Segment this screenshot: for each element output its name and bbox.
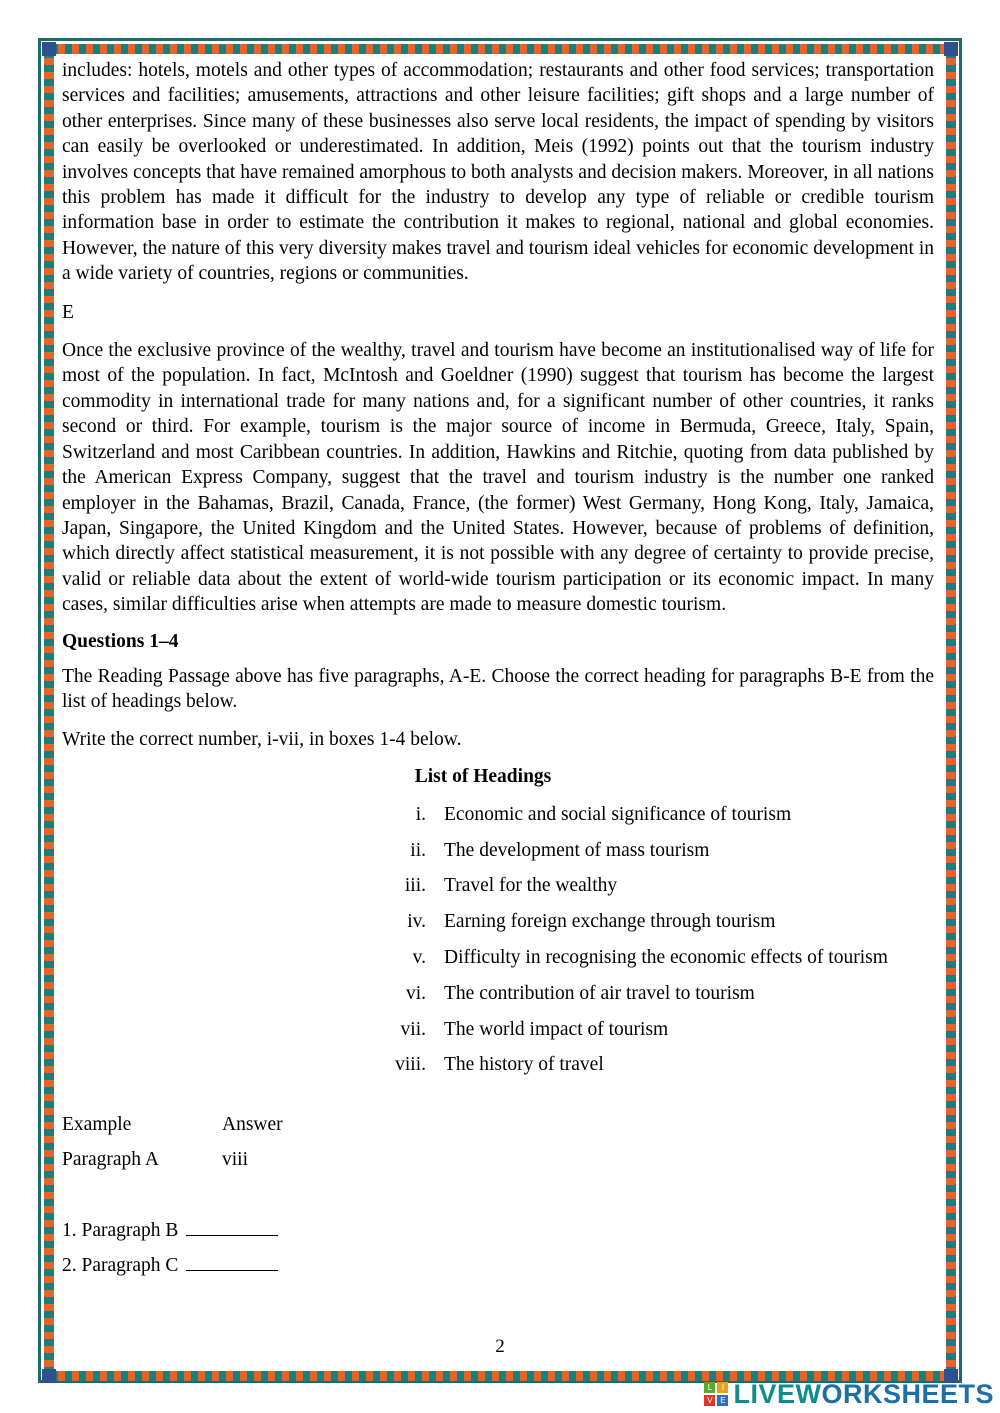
heading-text: The history of travel xyxy=(444,1054,604,1076)
list-item xyxy=(62,940,934,976)
answer-row-label: 1. Paragraph B xyxy=(62,1220,179,1242)
wordmark-part-1: LIVEW xyxy=(733,1378,822,1409)
list-item xyxy=(62,797,934,833)
list-item xyxy=(62,976,934,1012)
logo-tile-i: I xyxy=(717,1382,728,1393)
heading-text: Economic and social significance of tourism xyxy=(444,803,792,825)
example-label: Example xyxy=(62,1114,132,1136)
example-block xyxy=(62,1107,934,1177)
corner-marker-top-right xyxy=(944,42,958,56)
list-item xyxy=(62,868,934,904)
wordmark-part-2: ORKSHEETS xyxy=(821,1378,994,1409)
heading-number: ii. xyxy=(410,839,426,861)
questions-instruction-2: Write the correct number, i-vii, in boxes 1-4 below. xyxy=(62,729,462,751)
decorative-border-right xyxy=(946,44,956,1381)
corner-marker-top-left xyxy=(42,42,56,56)
decorative-border-top xyxy=(44,44,956,54)
heading-number: i. xyxy=(415,803,426,825)
logo-tile-e: E xyxy=(717,1395,728,1406)
list-item xyxy=(62,904,934,940)
paragraph-label-e: E xyxy=(62,301,74,323)
answer-row-2 xyxy=(62,1248,934,1283)
list-item xyxy=(62,833,934,869)
heading-number: iv. xyxy=(407,911,426,933)
example-header-row xyxy=(62,1107,934,1142)
answer-row-1 xyxy=(62,1213,934,1248)
heading-number: iii. xyxy=(404,875,426,897)
example-value-row xyxy=(62,1142,934,1177)
headings-list xyxy=(62,797,934,1083)
answer-input-1[interactable] xyxy=(186,1217,278,1236)
heading-number: vii. xyxy=(400,1018,426,1040)
answer-row-label: 2. Paragraph C xyxy=(62,1255,179,1277)
heading-text: The development of mass tourism xyxy=(444,839,710,861)
corner-marker-bottom-left xyxy=(42,1369,56,1383)
answer-label: Answer xyxy=(222,1114,283,1136)
heading-number: viii. xyxy=(395,1054,426,1076)
heading-number: v. xyxy=(412,946,426,968)
heading-text: Difficulty in recognising the economic effects of tourism xyxy=(444,946,888,968)
page-content xyxy=(62,58,934,1358)
logo-tile-l: L xyxy=(704,1382,715,1393)
liveworksheets-watermark xyxy=(704,1375,994,1413)
paragraph-e: Once the exclusive province of the wealthy, travel and tourism have become an institutionalised way of life for most of the population. In fact, McIntosh and Goeldner (1990) suggest that tourism has become the largest commodity in international trade for many nations and, for a significant number of other countries, it ranks second or third. For example, tourism is the major source of income in Bermuda, Greece, Italy, Spain, Switzerland and most Caribbean countries. In addition, Hawkins and Ritchie, quoting from data published by the American Express Company, suggest that the travel and tourism industry is the number one ranked employer in the Bahamas, Brazil, Canada, France, (the former) West Germany, Hong Kong, Italy, Jamaica, Japan, Singapore, the United Kingdom and the United States. However, because of problems of definition, which directly affect statistical measurement, it is not possible with any degree of certainty to provide precise, valid or reliable data about the extent of world-wide tourism participation or its economic impact. In many cases, similar difficulties arise when attempts are made to measure domestic tourism. xyxy=(62,340,934,616)
list-of-headings-title: List of Headings xyxy=(414,765,552,787)
example-answer: viii xyxy=(222,1149,249,1171)
heading-number: vi. xyxy=(405,982,426,1004)
example-paragraph: Paragraph A xyxy=(62,1149,159,1171)
list-item xyxy=(62,1047,934,1083)
list-item xyxy=(62,1012,934,1048)
paragraph-d-continued: includes: hotels, motels and other types of accommodation; restaurants and other food services; transportation services and facilities; amusements, attractions and other leisure facilities; gift shops and a large number of other enterprises. Since many of these businesses also serve local residents, the impact of spending by visitors can easily be overlooked or underestimated. In addition, Meis (1992) points out that the tourism industry involves concepts that have remained amorphous to both analysts and decision makers. Moreover, in all nations this problem has made it difficult for the industry to develop any type of reliable or credible tourism information base in order to estimate the contribution it makes to regional, national and global economies. However, the nature of this very diversity makes travel and tourism ideal vehicles for economic development in a wide variety of countries, regions or communities. xyxy=(62,60,934,285)
logo-tile-v: V xyxy=(704,1395,715,1406)
answer-input-2[interactable] xyxy=(186,1252,278,1271)
questions-instruction-1: The Reading Passage above has five paragraphs, A-E. Choose the correct heading for paragraphs B-E from the list of headings below. xyxy=(62,665,934,712)
questions-heading: Questions 1–4 xyxy=(62,630,179,652)
page-number: 2 xyxy=(495,1336,505,1357)
heading-text: Earning foreign exchange through tourism xyxy=(444,911,776,933)
answer-rows xyxy=(62,1213,934,1283)
heading-text: The contribution of air travel to tourism xyxy=(444,982,755,1004)
heading-text: The world impact of tourism xyxy=(444,1018,669,1040)
liveworksheets-wordmark xyxy=(733,1379,994,1410)
heading-text: Travel for the wealthy xyxy=(444,875,618,897)
decorative-border-left xyxy=(44,44,54,1381)
liveworksheets-logo-icon xyxy=(704,1382,728,1406)
